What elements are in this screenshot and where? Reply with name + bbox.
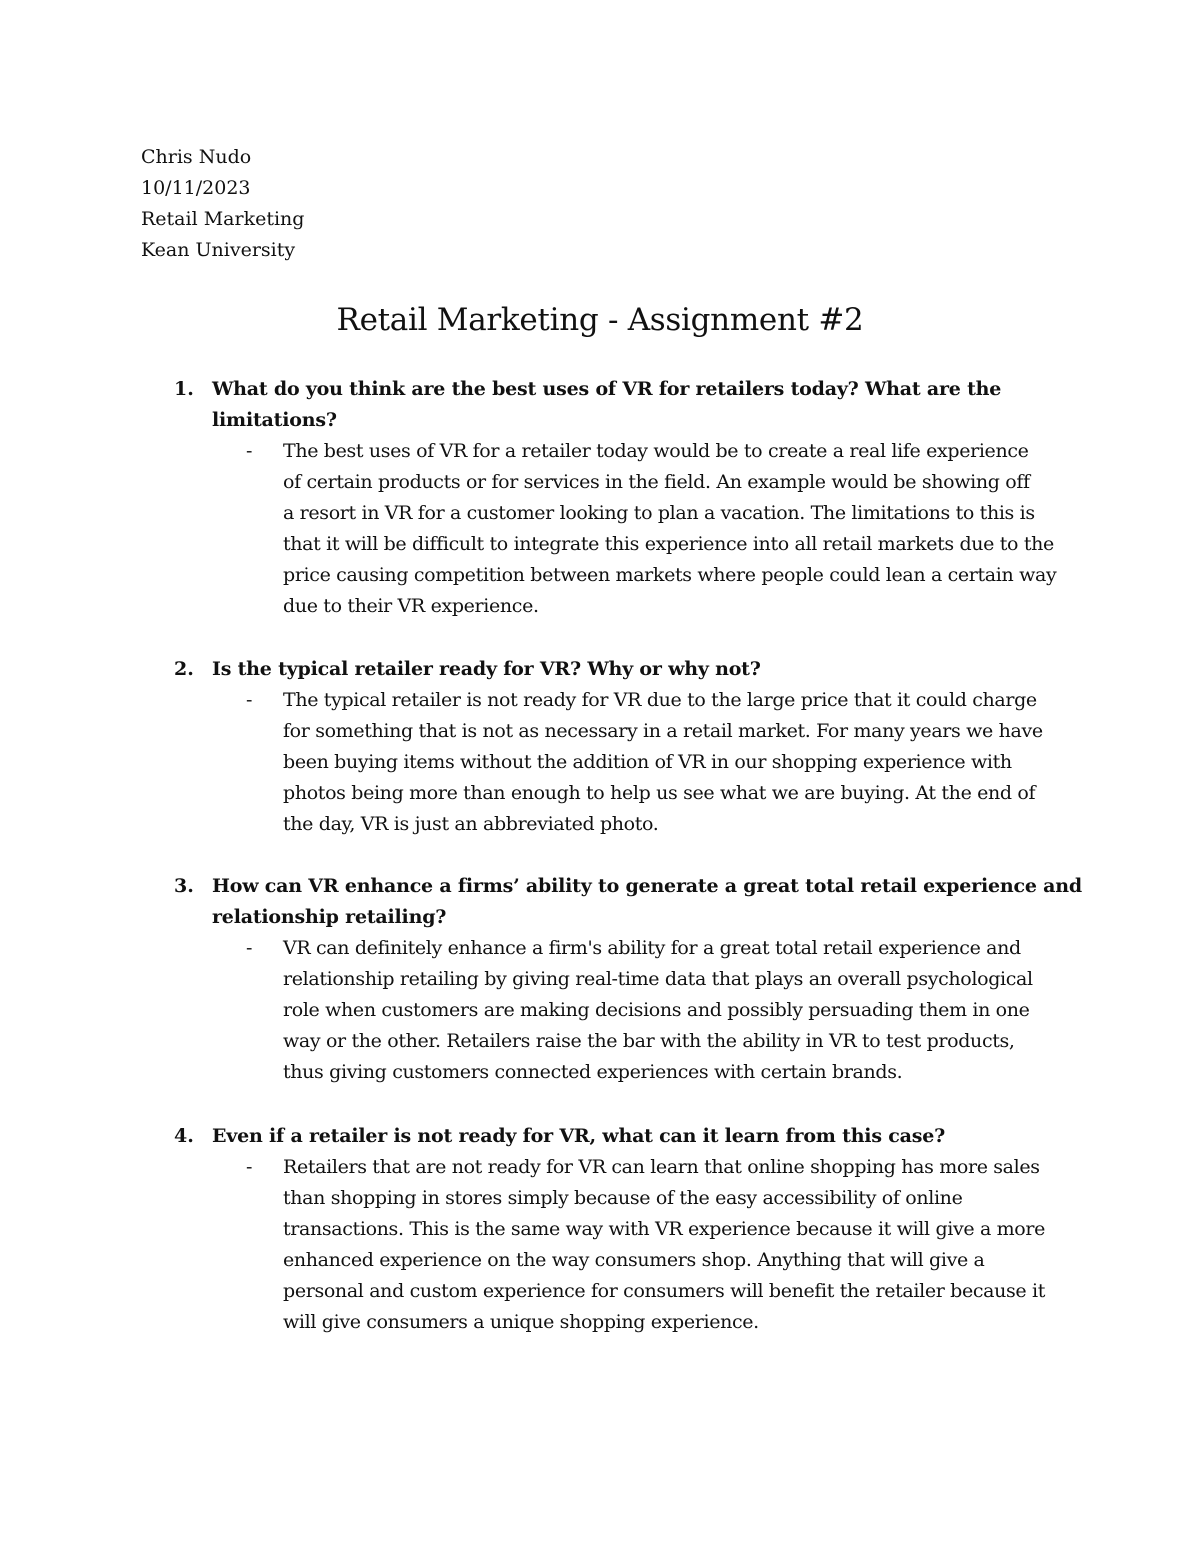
answer-line: been buying items without the addition of VR in our shopping experience with bbox=[283, 751, 1012, 773]
answer-line: enhanced experience on the way consumers shop. Anything that will give a bbox=[283, 1249, 985, 1271]
school-name: Kean University bbox=[141, 239, 296, 261]
answer-line: than shopping in stores simply because of the easy accessibility of online bbox=[283, 1187, 963, 1209]
question-line: limitations? bbox=[212, 409, 337, 431]
answer-line: a resort in VR for a customer looking to plan a vacation. The limitations to this is bbox=[283, 502, 1035, 524]
question-line: What do you think are the best uses of VR for retailers today? What are the bbox=[212, 378, 1002, 400]
answer-line: The typical retailer is not ready for VR due to the large price that it could charge bbox=[283, 689, 1037, 711]
answer-line: the day, VR is just an abbreviated photo. bbox=[283, 813, 659, 835]
question-text bbox=[212, 654, 1012, 685]
answer-line: that it will be difficult to integrate this experience into all retail markets due to the bbox=[283, 533, 1054, 555]
answer-line: way or the other. Retailers raise the bar with the ability in VR to test products, bbox=[283, 1030, 1015, 1052]
answer-text bbox=[283, 1152, 1073, 1338]
document-title: Retail Marketing - Assignment #2 bbox=[336, 302, 864, 338]
answer-line: role when customers are making decisions and possibly persuading them in one bbox=[283, 999, 1030, 1021]
author-name: Chris Nudo bbox=[141, 146, 252, 168]
answer-line: for something that is not as necessary in a retail market. For many years we have bbox=[283, 720, 1043, 742]
question-line: Even if a retailer is not ready for VR, what can it learn from this case? bbox=[212, 1125, 946, 1147]
question-text bbox=[212, 374, 1012, 436]
bullet-dash: - bbox=[246, 1156, 253, 1178]
bullet-dash: - bbox=[246, 689, 253, 711]
question-number: 1. bbox=[174, 378, 194, 400]
bullet-dash: - bbox=[246, 937, 253, 959]
question-line: How can VR enhance a firms’ ability to generate a great total retail experience and bbox=[212, 875, 1082, 897]
answer-line: will give consumers a unique shopping experience. bbox=[283, 1311, 759, 1333]
answer-line: due to their VR experience. bbox=[283, 595, 539, 617]
question-number: 3. bbox=[174, 875, 194, 897]
answer-line: VR can definitely enhance a firm's ability for a great total retail experience and bbox=[283, 937, 1021, 959]
answer-text bbox=[283, 685, 1073, 840]
document-date: 10/11/2023 bbox=[141, 177, 251, 199]
document-header bbox=[141, 142, 304, 266]
answer-line: price causing competition between markets where people could lean a certain way bbox=[283, 564, 1057, 586]
answer-line: of certain products or for services in the field. An example would be showing off bbox=[283, 471, 1030, 493]
answer-line: personal and custom experience for consumers will benefit the retailer because it bbox=[283, 1280, 1046, 1302]
answer-line: relationship retailing by giving real-time data that plays an overall psychological bbox=[283, 968, 1033, 990]
answer-line: photos being more than enough to help us see what we are buying. At the end of bbox=[283, 782, 1036, 804]
question-number: 4. bbox=[174, 1125, 194, 1147]
answer-text bbox=[283, 933, 1073, 1088]
answer-text bbox=[283, 436, 1073, 622]
question-line: relationship retailing? bbox=[212, 906, 447, 928]
question-text bbox=[212, 871, 1082, 933]
answer-line: thus giving customers connected experiences with certain brands. bbox=[283, 1061, 903, 1083]
answer-line: Retailers that are not ready for VR can learn that online shopping has more sales bbox=[283, 1156, 1040, 1178]
question-number: 2. bbox=[174, 658, 194, 680]
answer-line: The best uses of VR for a retailer today would be to create a real life experience bbox=[283, 440, 1029, 462]
answer-line: transactions. This is the same way with VR experience because it will give a more bbox=[283, 1218, 1045, 1240]
bullet-dash: - bbox=[246, 440, 253, 462]
question-text bbox=[212, 1121, 1012, 1152]
course-name: Retail Marketing bbox=[141, 208, 305, 230]
question-line: Is the typical retailer ready for VR? Why or why not? bbox=[212, 658, 761, 680]
